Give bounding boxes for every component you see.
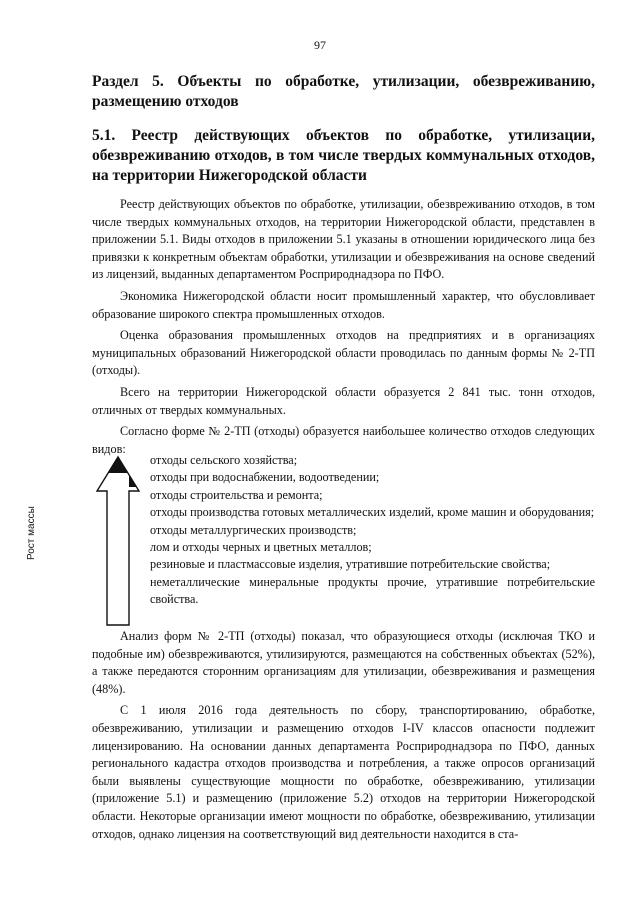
arrow-label: Рост массы [26,506,37,560]
waste-list-block [92,452,595,609]
list-item: отходы производства готовых металлических изделий, кроме машин и оборудования; [150,505,595,520]
list-item: лом и отходы черных и цветных металлов; [150,540,372,555]
arrow-head-fill [108,457,128,473]
subsection-title: 5.1. Реестр действующих объектов по обработке, утилизации, обезвреживанию отходов, в том числе твердых коммунальных отходов, на территории Нижегородской области [92,127,595,184]
paragraph: Всего на территории Нижегородской области образуется 2 841 тыс. тонн отходов, отличных от твердых коммунальных. [92,384,595,417]
paragraph: Оценка образования промышленных отходов на предприятиях и в организациях муниципальных образований Нижегородской области проводилась по данным формы № 2-ТП (отходы). [92,328,595,378]
paragraph: С 1 июля 2016 года деятельность по сбору, транспортированию, обработке, обезвреживанию, утилизации и размещению отходов I-IV классов опасности подлежит лицензированию. На основании данных департамента Росприроднадзора по ПФО, данных регионального кадастра отходов производства и потребления, а также опросов организаций были выявлены существующие мощности по обработке, обезвреживанию, утилизации (приложение 5.1) и размещению (приложение 5.2) отходов на территории Нижегородской области. Некоторые организации имеют мощности по обработке, обезвреживанию, утилизации отходов, однако лицензия на соответствующий вид деятельности находится в ста- [92,703,595,841]
list-item: отходы металлургических производств; [150,522,357,537]
mass-growth-arrow-icon [95,455,141,627]
paragraph: Экономика Нижегородской области носит промышленный характер, что обусловливает образование широкого спектра промышленных отходов. [92,288,595,321]
page-number: 97 [314,38,326,52]
waste-type-list [92,452,595,609]
paragraph: Реестр действующих объектов по обработке, утилизации, обезвреживанию отходов, в том числе твердых коммунальных отходов, на территории Нижегородской области, представлен в приложении 5.1. Виды отходов в приложении 5.1 указаны в отношении юридического лица без привязки к конкретным объектам обработки, утилизации и обезвреживания на основе сведений из лицензий, выданных департаментом Росприроднадзора по ПФО. [92,197,595,282]
list-item: резиновые и пластмассовые изделия, утратившие потребительские свойства; [150,557,551,572]
list-item: отходы сельского хозяйства; [150,453,298,467]
section-title: Раздел 5. Объекты по обработке, утилизации, обезвреживанию, размещению отходов [92,73,595,110]
list-item: неметаллические минеральные продукты прочие, утратившие потребительские свойства. [150,574,595,607]
list-item: отходы строительства и ремонта; [150,487,323,502]
body-text-bottom [92,628,595,847]
list-item: отходы при водоснабжении, водоотведении; [150,470,380,485]
body-text-top [92,196,595,462]
paragraph: Анализ форм № 2-ТП (отходы) показал, что образующиеся отходы (исключая ТКО и подобные им) обезвреживаются, утилизируются, размещаются на собственных объектах (52%), а также передаются сторонним организациям для утилизации, обезвреживания и размещения (48%). [92,629,595,696]
paragraph: Согласно форме № 2-ТП (отходы) образуется наибольшее количество отходов следующих видов: [92,424,595,456]
